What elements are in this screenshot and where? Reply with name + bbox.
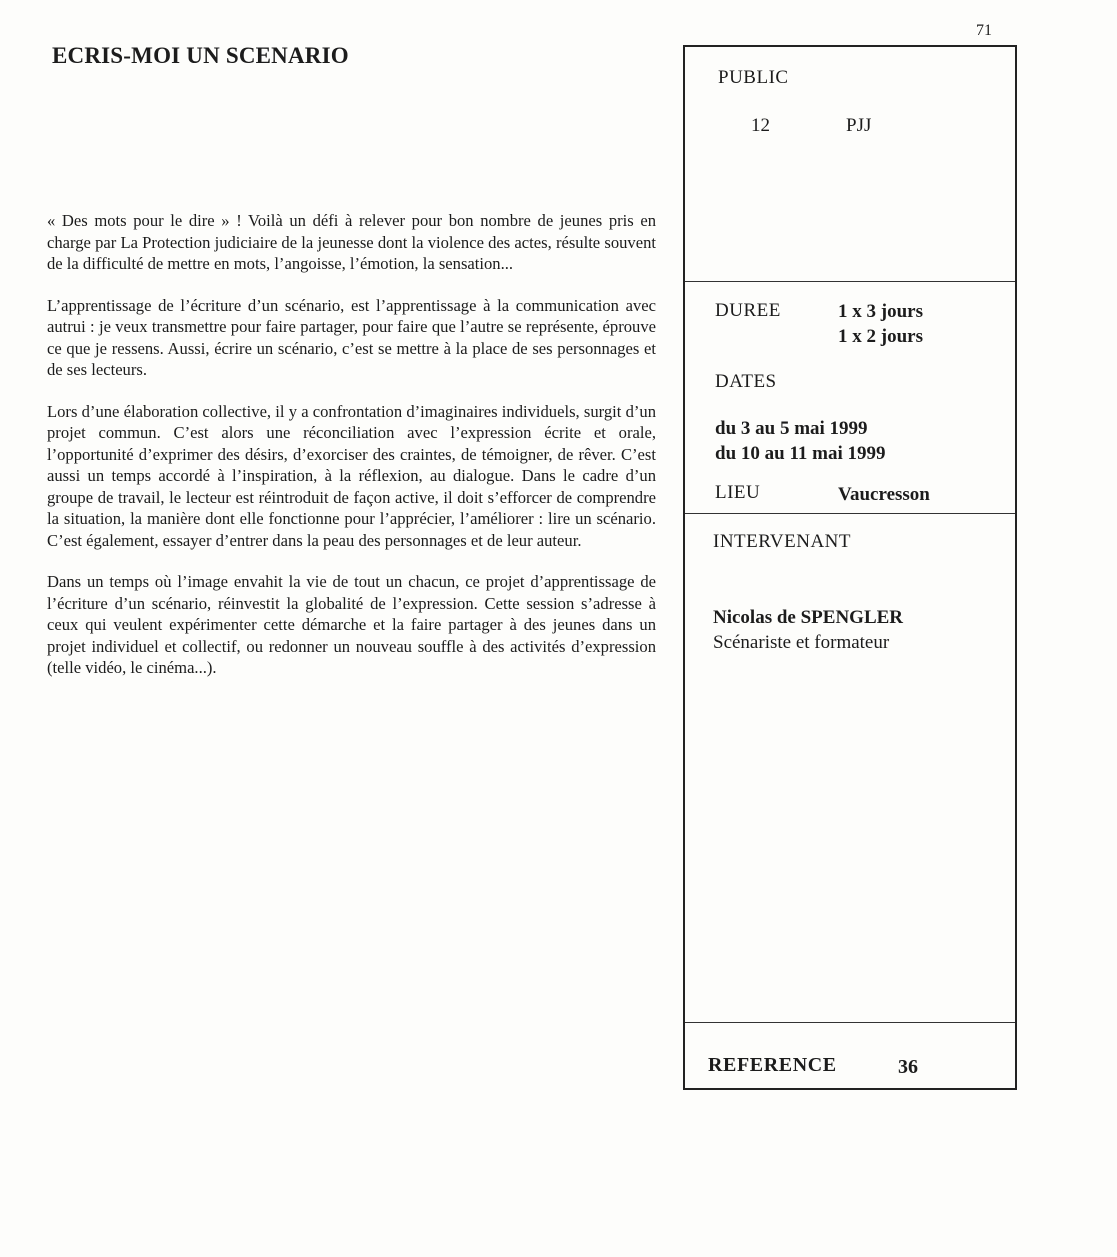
intervenant-section [685, 515, 1015, 1020]
lieu-value: Vaucresson [838, 484, 930, 505]
public-count: 12 [751, 115, 770, 136]
lieu-label: LIEU [715, 482, 761, 503]
dates-line-1: du 3 au 5 mai 1999 [715, 418, 868, 439]
dates-line-2: du 10 au 11 mai 1999 [715, 443, 886, 464]
info-sidebar [683, 45, 1017, 1090]
divider-lieu [685, 513, 1015, 514]
paragraph-1: « Des mots pour le dire » ! Voilà un défi à relever pour bon nombre de jeunes pris en charge par La Protection judiciaire de la jeunesse dont la violence des actes, résulte souvent de la difficulté de mettre en mots, l’angoisse, l’émotion, la sensation... [47, 211, 656, 273]
divider-public [685, 281, 1015, 282]
duree-line-1: 1 x 3 jours [838, 301, 923, 322]
paragraph-2: L’apprentissage de l’écriture d’un scénario, est l’apprentissage à la communication avec autrui : je veux transmettre pour faire partager, pour faire que l’autre se représente, éprouve ce que je ressens. Aussi, écrire un scénario, c’est se mettre à la place de ses personnages et de ses lecteurs. [47, 295, 656, 379]
intervenant-role: Scénariste et formateur [713, 632, 890, 653]
dates-label: DATES [715, 371, 777, 392]
document-title: ECRIS-MOI UN SCENARIO [52, 43, 349, 68]
divider-reference [685, 1022, 1015, 1023]
public-section [685, 47, 1015, 281]
paragraph-3: Lors d’une élaboration collective, il y a confrontation d’imaginaires individuels, surgit d’un projet commun. C’est alors une réconciliation avec l’expression écrite et orale, l’opportunité d’exprimer des désirs, d’exorciser des craintes, de témoigner, de rêver. C’est aussi un temps accordé à l’inspiration, à la réflexion, au dialogue. Dans le cadre d’un groupe de travail, le lecteur est réintroduit de façon active, il doit s’efforcer de comprendre la situation, la manière dont elle fonctionne pour l’apprécier, l’améliorer : lire un scénario. C’est également, essayer d’entrer dans la peau des personnages et de leur auteur. [47, 401, 656, 550]
intervenant-label: INTERVENANT [713, 531, 852, 552]
reference-section [685, 1024, 1015, 1088]
duree-label: DUREE [715, 300, 781, 321]
public-type: PJJ [846, 115, 872, 136]
reference-label: REFERENCE [708, 1054, 837, 1076]
schedule-section [685, 283, 1015, 513]
paragraph-4: Dans un temps où l’image envahit la vie de tout un chacun, ce projet d’apprentissage de l’écriture d’un scénario, réinvestit la globalité de l’expression. Cette session s’adresse à ceux qui veulent expérimenter cette démarche et la faire partager à des jeunes dans un projet individuel et collectif, ou redonner un nouveau souffle à des activités d’expression (telle vidéo, le cinéma...). [47, 572, 656, 677]
intervenant-name: Nicolas de SPENGLER [713, 607, 904, 628]
body-text [47, 210, 656, 699]
page-number: 71 [976, 22, 992, 39]
reference-value: 36 [898, 1056, 918, 1078]
duree-line-2: 1 x 2 jours [838, 326, 923, 347]
public-label: PUBLIC [718, 67, 789, 88]
